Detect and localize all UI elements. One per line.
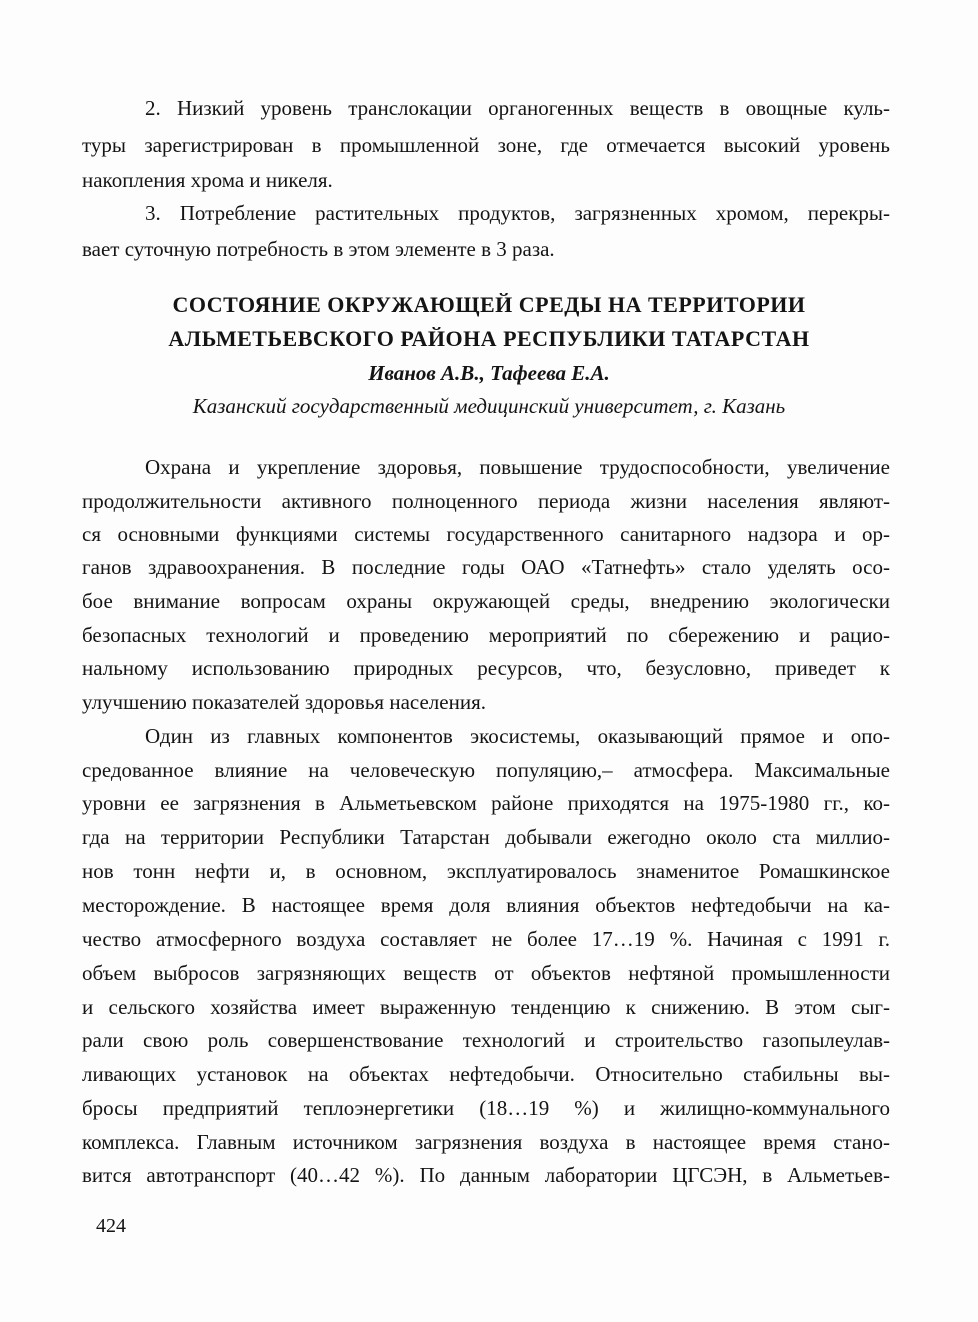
page-number: 424 [96,1215,126,1237]
paragraph-2-line: Один из главных компонентов экосистемы, оказывающий прямое и опо- [145,724,890,748]
article-affiliation: Казанский государственный медицинский университет, г. Казань [192,394,786,418]
intro-line: туры зарегистрирован в промышленной зоне, где отмечается высокий уровень [82,133,890,157]
paragraph-1-line: безопасных технологий и проведению мероприятий по сбережению и рацио- [82,623,890,647]
paragraph-2-line: месторождение. В настоящее время доля влияния объектов нефтедобычи на ка- [82,893,890,917]
intro-line: 3. Потребление растительных продуктов, загрязненных хромом, перекры- [145,201,890,225]
paragraph-1-line: улучшению показателей здоровья населения. [82,690,486,714]
paragraph-1-line: нальному использованию природных ресурсов, что, безусловно, приведет к [82,656,890,680]
paragraph-1-line: Охрана и укрепление здоровья, повышение трудоспособности, увеличение [145,455,890,479]
paragraph-2-line: чество атмосферного воздуха составляет не более 17…19 %. Начиная с 1991 г. [82,927,890,951]
paragraph-2-line: объем выбросов загрязняющих веществ от объектов нефтяной промышленности [82,961,890,985]
article-authors: Иванов А.В., Тафеева Е.А. [368,361,610,385]
intro-line: 2. Низкий уровень транслокации органогенных веществ в овощные куль- [145,96,890,120]
paragraph-2-line: ливающих установок на объектах нефтедобычи. Относительно стабильны вы- [82,1062,890,1086]
paragraph-1-line: ся основными функциями системы государственного санитарного надзора и ор- [82,522,890,546]
paragraph-2-line: вится автотранспорт (40…42 %). По данным лаборатории ЦГСЭН, в Альметьев- [82,1163,890,1187]
paragraph-1-line: продолжительности активного полноценного периода жизни населения являют- [82,489,890,513]
paragraph-2-line: средованное влияние на человеческую популяцию,– атмосфера. Максимальные [82,758,890,782]
paragraph-2-line: гда на территории Республики Татарстан добывали ежегодно около ста миллио- [82,825,890,849]
paragraph-2-line: нов тонн нефти и, в основном, эксплуатировалось знаменитое Ромашкинское [82,859,890,883]
paragraph-2-line: и сельского хозяйства имеет выраженную тенденцию к снижению. В этом сыг- [82,995,890,1019]
intro-line: вает суточную потребность в этом элементе в 3 раза. [82,237,555,261]
article-title-line-2: АЛЬМЕТЬЕВСКОГО РАЙОНА РЕСПУБЛИКИ ТАТАРСТАН [168,326,810,351]
paragraph-2-line: рали свою роль совершенствование технологий и строительство газопылеулав- [82,1028,890,1052]
paragraph-1-line: ганов здравоохранения. В последние годы ОАО «Татнефть» стало уделять осо- [82,555,890,579]
paragraph-2-line: бросы предприятий теплоэнергетики (18…19 %) и жилищно-коммунального [82,1096,890,1120]
paragraph-2-line: уровни ее загрязнения в Альметьевском районе приходятся на 1975-1980 гг., ко- [82,791,890,815]
paragraph-1-line: бое внимание вопросам охраны окружающей среды, внедрению экологически [82,589,890,613]
paragraph-2-line: комплекса. Главным источником загрязнения воздуха в настоящее время стано- [82,1130,890,1154]
article-title-line-1: СОСТОЯНИЕ ОКРУЖАЮЩЕЙ СРЕДЫ НА ТЕРРИТОРИИ [172,292,806,317]
intro-line: накопления хрома и никеля. [82,168,333,192]
